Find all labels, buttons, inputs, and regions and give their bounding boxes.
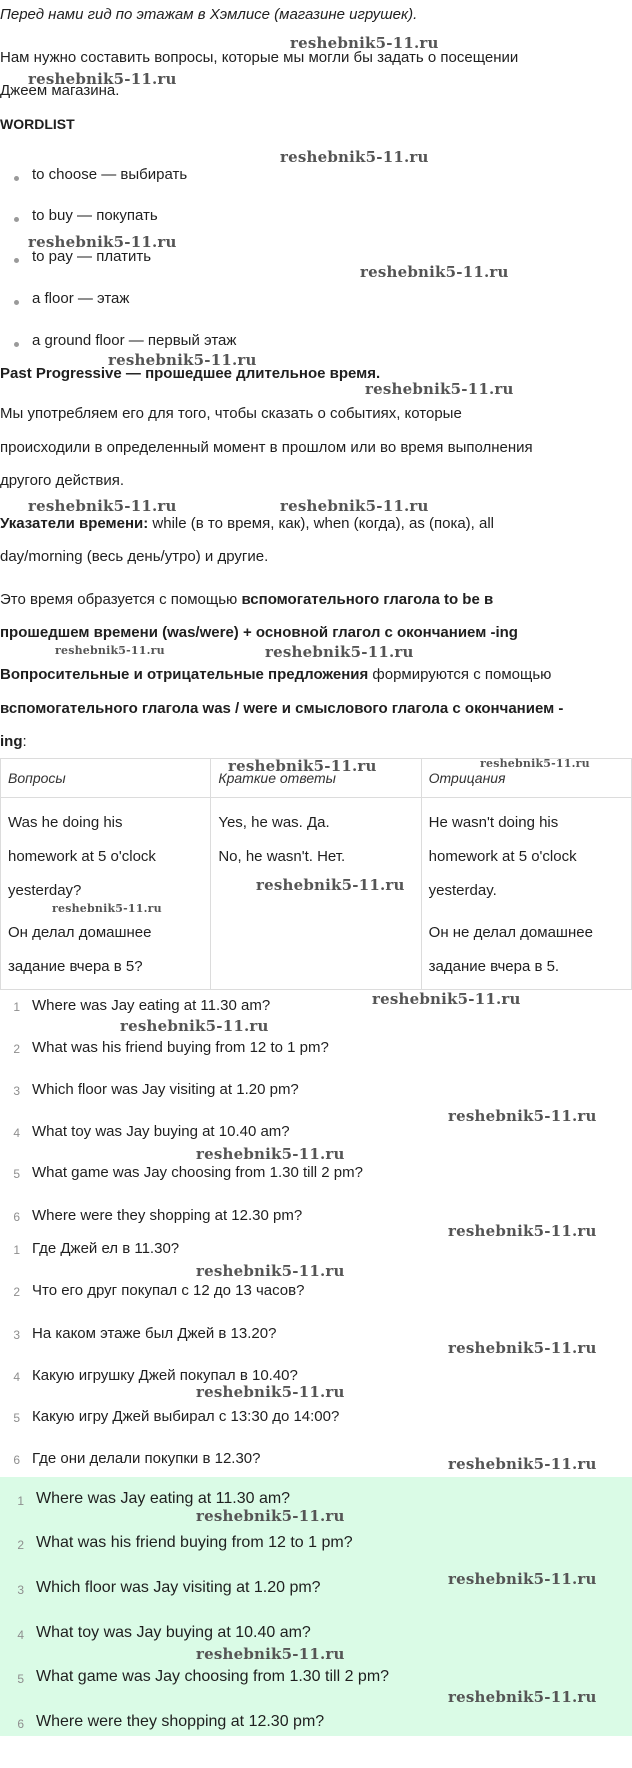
list-text: На каком этаже был Джей в 13.20?: [32, 1325, 277, 1342]
list-text: What game was Jay choosing from 1.30 till 2 pm?: [32, 1164, 363, 1181]
formation-bold: вспомогательного глагола to be в: [241, 591, 494, 608]
questions-rule-ing: ing: [0, 733, 23, 750]
list-number: 2: [13, 1285, 20, 1299]
cell-line: Yes, he was. Да.: [218, 814, 330, 831]
wordlist-item-text: to buy — покупать: [32, 207, 158, 224]
watermark: reshebnik5-11.ru: [448, 1222, 597, 1240]
wordlist-item-text: a floor — этаж: [32, 290, 130, 307]
watermark: reshebnik5-11.ru: [28, 233, 177, 251]
list-number: 3: [13, 1328, 20, 1342]
table-cell-question: [1, 798, 211, 990]
watermark: reshebnik5-11.ru: [280, 497, 429, 515]
list-number: 5: [17, 1672, 24, 1686]
watermark: reshebnik5-11.ru: [256, 876, 405, 894]
grammar-heading: Past Progressive — прошедшее длительное время.: [0, 365, 381, 382]
bullet-icon: [14, 217, 19, 222]
watermark: reshebnik5-11.ru: [448, 1339, 597, 1357]
list-number: 5: [13, 1167, 20, 1181]
watermark: reshebnik5-11.ru: [448, 1688, 597, 1706]
list-number: 3: [17, 1583, 24, 1597]
bullet-icon: [14, 300, 19, 305]
list-number: 4: [13, 1126, 20, 1140]
questions-rule-line-2: вспомогательного глагола was / were и смыслового глагола с окончанием -: [0, 700, 564, 717]
watermark: reshebnik5-11.ru: [228, 757, 377, 775]
list-text: Where was Jay eating at 11.30 am?: [32, 997, 271, 1014]
watermark: reshebnik5-11.ru: [55, 644, 165, 657]
cell-line: yesterday?: [8, 882, 82, 899]
cell-line: Was he doing his: [8, 814, 123, 831]
watermark: reshebnik5-11.ru: [360, 263, 509, 281]
list-text: Что его друг покупал с 12 до 13 часов?: [32, 1282, 305, 1299]
intro-line-3: Джеем магазина.: [0, 82, 120, 99]
list-text: Where were they shopping at 12.30 pm?: [36, 1713, 325, 1730]
watermark: reshebnik5-11.ru: [196, 1383, 345, 1401]
watermark: reshebnik5-11.ru: [280, 148, 429, 166]
watermark: reshebnik5-11.ru: [290, 34, 439, 52]
formation-line-2: прошедшем времени (was/were) + основной глагол с окончанием -ing: [0, 624, 518, 641]
grammar-para-line: происходили в определенный момент в прошлом или во время выполнения: [0, 439, 533, 456]
table-header-short-answers: Краткие ответы: [211, 759, 421, 798]
watermark: reshebnik5-11.ru: [120, 1017, 269, 1035]
questions-rule-line-1: [0, 666, 551, 683]
watermark: reshebnik5-11.ru: [108, 351, 257, 369]
time-markers-line-2: day/morning (весь день/утро) и другие.: [0, 548, 269, 565]
list-text: What game was Jay choosing from 1.30 till 2 pm?: [36, 1668, 390, 1685]
list-number: 6: [17, 1717, 24, 1731]
bullet-icon: [14, 258, 19, 263]
list-text: What was his friend buying from 12 to 1 pm?: [36, 1534, 353, 1551]
cell-line: yesterday.: [428, 882, 497, 899]
list-text: What toy was Jay buying at 10.40 am?: [32, 1123, 290, 1140]
watermark: reshebnik5-11.ru: [28, 70, 177, 88]
time-markers-label: Указатели времени:: [0, 515, 149, 532]
questions-rule-line-3: [0, 733, 27, 750]
watermark: reshebnik5-11.ru: [448, 1455, 597, 1473]
grammar-table: [0, 758, 632, 990]
list-number: 6: [13, 1210, 20, 1224]
table-header-questions: Вопросы: [1, 759, 211, 798]
time-markers: [0, 515, 494, 532]
cell-line: задание вчера в 5.: [428, 958, 560, 975]
formation-line-1: [0, 591, 493, 608]
cell-line: He wasn't doing his: [428, 814, 559, 831]
cell-line: No, he wasn't. Нет.: [218, 848, 346, 865]
watermark: reshebnik5-11.ru: [365, 380, 514, 398]
cell-line: Он делал домашнее: [8, 924, 152, 941]
list-number: 1: [17, 1494, 24, 1508]
questions-rule-colon: :: [22, 733, 27, 750]
watermark: reshebnik5-11.ru: [448, 1570, 597, 1588]
questions-rule-text: формируются с помощью: [368, 666, 552, 683]
watermark: reshebnik5-11.ru: [480, 757, 590, 770]
wordlist-item-text: to choose — выбирать: [32, 166, 188, 183]
list-number: 3: [13, 1084, 20, 1098]
table-cell-negatives: [421, 798, 631, 990]
time-markers-text: while (в то время, как), when (когда), as (пока), all: [148, 515, 495, 532]
wordlist-heading: WORDLIST: [0, 116, 75, 132]
bullet-icon: [14, 342, 19, 347]
list-text: Где они делали покупки в 12.30?: [32, 1450, 261, 1467]
wordlist-item-text: a ground floor — первый этаж: [32, 332, 237, 349]
list-number: 5: [13, 1411, 20, 1425]
watermark: reshebnik5-11.ru: [196, 1145, 345, 1163]
watermark: reshebnik5-11.ru: [52, 902, 162, 915]
watermark: reshebnik5-11.ru: [372, 990, 521, 1008]
wordlist-item-text: to pay — платить: [32, 248, 152, 265]
cell-line: задание вчера в 5?: [8, 958, 143, 975]
list-number: 2: [13, 1042, 20, 1056]
list-text: Which floor was Jay visiting at 1.20 pm?: [32, 1081, 299, 1098]
list-text: Where was Jay eating at 11.30 am?: [36, 1490, 291, 1507]
list-number: 4: [17, 1628, 24, 1642]
watermark: reshebnik5-11.ru: [448, 1107, 597, 1125]
list-number: 6: [13, 1453, 20, 1467]
watermark: reshebnik5-11.ru: [196, 1645, 345, 1663]
list-text: Какую игру Джей выбирал с 13:30 до 14:00?: [32, 1408, 340, 1425]
formation-prefix: Это время образуется с помощью: [0, 591, 242, 608]
list-number: 4: [13, 1370, 20, 1384]
list-number: 1: [13, 1000, 20, 1014]
list-text: Какую игрушку Джей покупал в 10.40?: [32, 1367, 298, 1384]
list-number: 2: [17, 1538, 24, 1552]
watermark: reshebnik5-11.ru: [196, 1507, 345, 1525]
list-text: Which floor was Jay visiting at 1.20 pm?: [36, 1579, 321, 1596]
list-text: Где Джей ел в 11.30?: [32, 1240, 180, 1257]
list-text: Where were they shopping at 12.30 pm?: [32, 1207, 303, 1224]
intro-line-1: Перед нами гид по этажам в Хэмлисе (магазине игрушек).: [0, 6, 418, 23]
bullet-icon: [14, 176, 19, 181]
watermark: reshebnik5-11.ru: [196, 1262, 345, 1280]
cell-line: homework at 5 o'clock: [8, 848, 156, 865]
cell-line: Он не делал домашнее: [428, 924, 593, 941]
grammar-para-line: другого действия.: [0, 472, 125, 489]
watermark: reshebnik5-11.ru: [265, 643, 414, 661]
list-text: What was his friend buying from 12 to 1 pm?: [32, 1039, 329, 1056]
cell-line: homework at 5 o'clock: [428, 848, 577, 865]
questions-rule-bold: Вопросительные и отрицательные предложения: [0, 666, 369, 683]
list-number: 1: [13, 1243, 20, 1257]
intro-line-2: Нам нужно составить вопросы, которые мы могли бы задать о посещении: [0, 49, 519, 66]
list-text: What toy was Jay buying at 10.40 am?: [36, 1624, 311, 1641]
table-header-negatives: Отрицания: [421, 759, 631, 798]
watermark: reshebnik5-11.ru: [28, 497, 177, 515]
grammar-para-line: Мы употребляем его для того, чтобы сказать о событиях, которые: [0, 405, 462, 422]
